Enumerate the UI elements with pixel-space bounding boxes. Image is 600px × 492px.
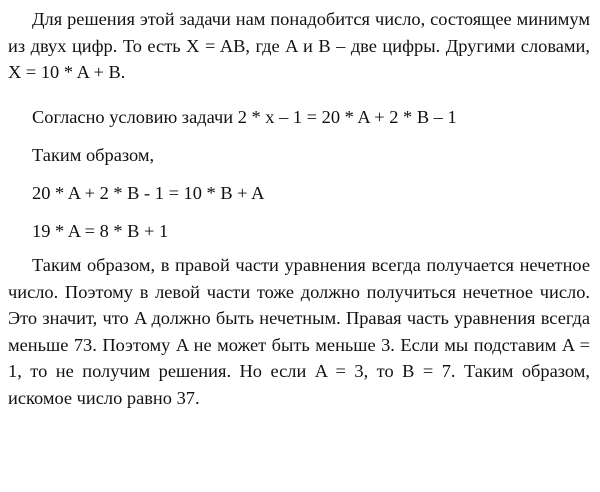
equation-1: 20 * A + 2 * B - 1 = 10 * B + A [32,183,265,203]
paragraph-condition: Согласно условию задачи 2 * x – 1 = 20 * A + 2 * B – 1 [32,107,457,127]
paragraph-therefore: Таким образом, [32,145,155,165]
equation-2: 19 * A = 8 * B + 1 [32,221,169,241]
paragraph-intro: Для решения этой задачи нам понадобится число, состоящее минимум из двух цифр. То есть X = AB, где A и B – две цифры. Другими словами, X = 10 * A + B. [8,9,590,83]
paragraph-conclusion: Таким образом, в правой части уравнения всегда получается нечетное число. Поэтому в левой части тоже должно получиться нечетное число. Это значит, что A должно быть нечетным. Правая часть уравнения всегда меньше 73. Поэтому A не может быть меньше 3. Если мы подставим A = 1, то не получим решения. Но если A = 3, то B = 7. Таким образом, искомое число равно 37. [8,255,590,408]
